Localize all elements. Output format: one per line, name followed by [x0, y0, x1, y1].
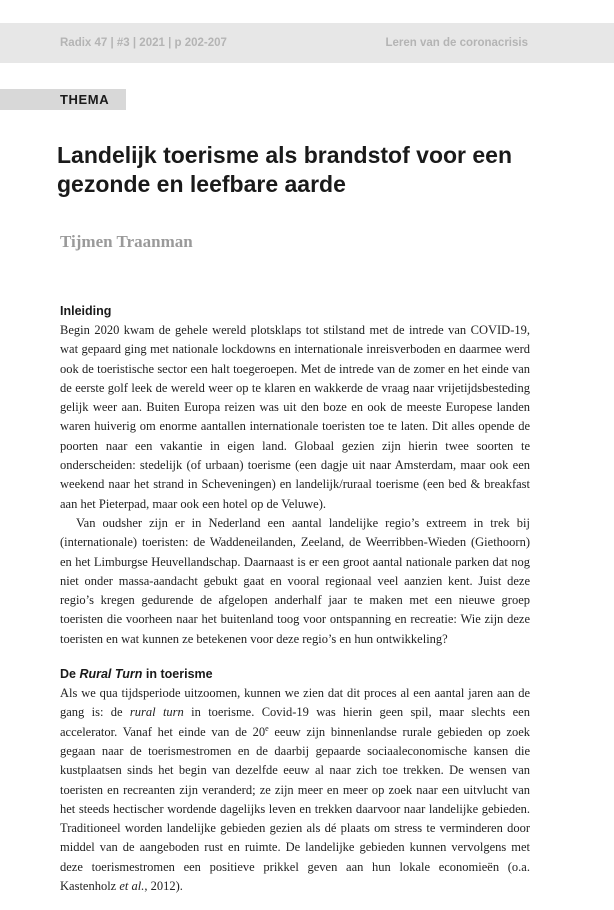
paragraph: Van oudsher zijn er in Nederland een aantal landelijke regio’s extreem in trek bij (internationale) toeristen: de Waddeneilanden, Zeeland, de Weerribben-Wieden (Giethoorn) en het Limburgse Heuvellandschap. Daarnaast is er een groot aantal nationale parken dat nog niet onder massa-aandacht gebukt gaat en vooral regionaal veel aanzien kent. Juist deze regio’s kregen gedurende de afgelopen anderhalf jaar te maken met een nieuwe groep toeristen die voorheen naar het buitenland toog voor ontspanning en recreatie: Wie zijn deze toeristen en wat kunnen ze betekenen voor deze regio’s en hun ontwikkeling? — [60, 515, 530, 646]
journal-info: Radix 47 | #3 | 2021 | p 202-207 — [60, 37, 227, 49]
section-gap — [60, 649, 530, 664]
paragraph: Begin 2020 kwam de gehele wereld plotsklaps tot stilstand met de intrede van COVID-19, wat gepaard ging met nationale lockdowns en internationale inreisverboden en daarmee werd ook de toeristische sector een halt toegeroepen. Met de intrede van de zomer en het einde van de eerste golf leek de wereld weer op te klaren en wakkerde de vraag naar vrijetijdsbesteding gelijk weer aan. Buiten Europa reizen was uit den boze en ook de meeste Europese landen waren huiverig om enorme aantallen internationale toeristen toe te laten. Dit alles opende de poorten naar een vakantie in eigen land. Globaal gezien zijn hierin twee soorten te onderscheiden: stedelijk (of urbaan) toerisme (een dagje uit naar Amsterdam, maar ook een weekend naar het strand in Scheveningen) en landelijk/ruraal toerisme (een bed & breakfast aan het Pieterpad, maar ook een hotel op de Veluwe). — [60, 323, 530, 511]
section-heading-rural-turn: De Rural Turn in toerisme — [60, 667, 213, 682]
article-body — [60, 301, 530, 896]
theme-label: THEMA — [60, 92, 110, 107]
series-title: Leren van de coronacrisis — [385, 37, 528, 49]
running-header — [0, 23, 614, 63]
article-title: Landelijk toerisme als brandstof voor een gezonde en leefbare aarde — [57, 142, 513, 197]
article-author: Tijmen Traanman — [60, 232, 193, 251]
section-heading-inleiding: Inleiding — [60, 304, 112, 318]
paragraph: Als we qua tijdsperiode uitzoomen, kunnen we zien dat dit proces al een aantal jaren aan de gang is: de rural turn in toerisme. Covid-19 was hierin geen spil, maar slechts een accelerator. Vanaf het einde van de 20e eeuw zijn binnenlandse rurale gebieden op zoek gegaan naar de toerismestromen en de daarbij gepaarde sociaaleconomische kansen die kustplaatsen sinds het begin van dezelfde eeuw al naar zich toe trekken. De wensen van toeristen en recreanten zijn veranderd; ze zijn meer en meer op zoek naar een uitvlucht van het steeds hectischer wordende dagelijks leven en trekken daarvoor naar landelijke gebieden. Traditioneel worden landelijke gebieden gezien als dé plaats om stress te verminderen door middel van de aangeboden rust en ruimte. De landelijke gebieden kunnen vervolgens met deze toerismestromen een positieve prikkel geven aan hun lokale economieën (o.a. Kastenholz et al., 2012). — [60, 686, 530, 894]
